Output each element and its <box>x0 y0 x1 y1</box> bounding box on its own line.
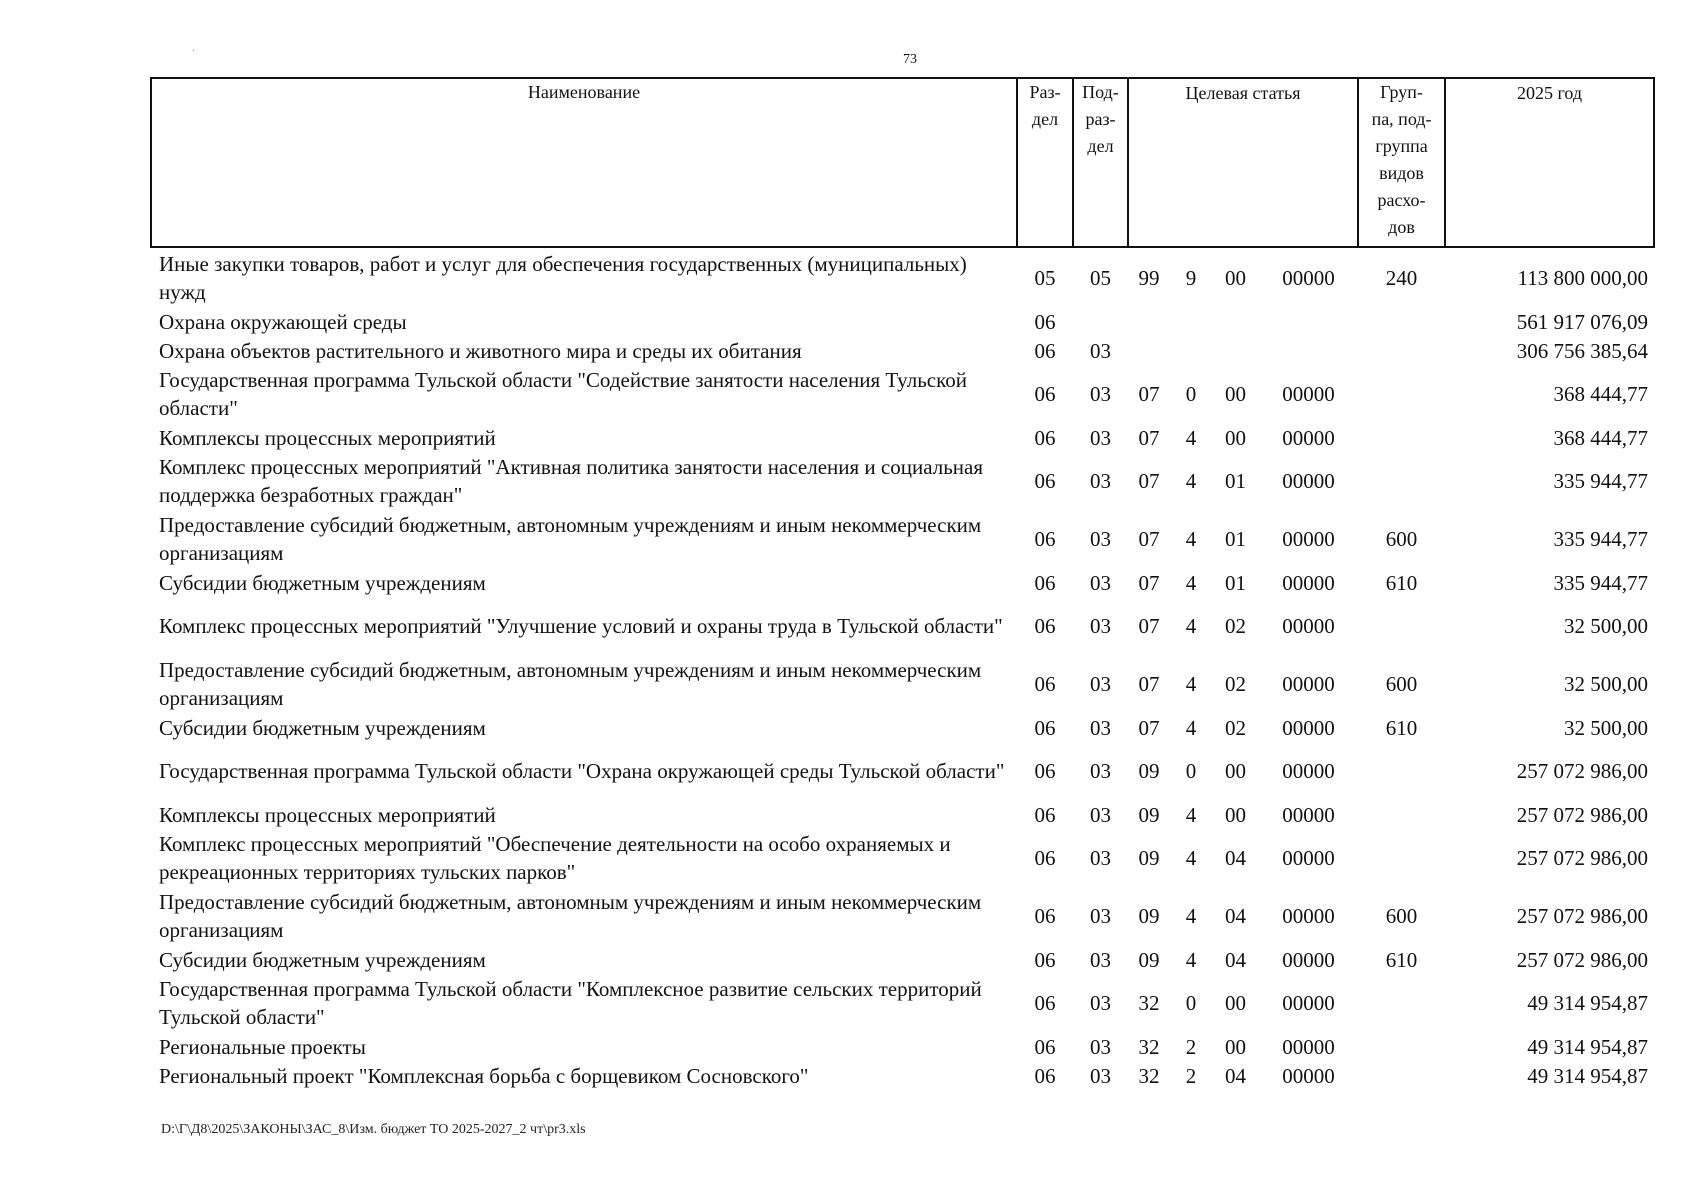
table-row <box>151 510 1654 568</box>
row-amount: 32 500,00 <box>1564 715 1649 740</box>
scan-dot: · <box>192 46 196 57</box>
row-section: 06 <box>1034 338 1056 363</box>
header-name-text: Наименование <box>527 82 641 102</box>
row-name: Комплекс процессных мероприятий "Улучшение условий и охраны труда в Тульской области" <box>159 614 1003 638</box>
row-amount: 257 072 986,00 <box>1516 904 1649 928</box>
row-target-element: 01 <box>1225 469 1246 493</box>
row-amount: 335 944,77 <box>1553 469 1649 493</box>
header-target <box>1128 78 1358 247</box>
row-subsection: 03 <box>1090 338 1111 363</box>
row-target-type: 0 <box>1185 991 1197 1015</box>
row-target-type: 4 <box>1185 947 1197 972</box>
row-target-element: 04 <box>1225 947 1246 972</box>
row-name: Региональный проект "Комплексная борьба с борщевиком Сосновского" <box>159 1063 809 1088</box>
table-row <box>151 800 1654 829</box>
row-target-type: 2 <box>1185 1063 1197 1088</box>
row-section: 06 <box>1034 759 1056 783</box>
row-amount: 257 072 986,00 <box>1516 947 1649 972</box>
row-target-type: 9 <box>1185 266 1197 290</box>
row-amount: 368 444,77 <box>1553 382 1649 406</box>
row-expense-group <box>1358 423 1445 452</box>
row-target-element: 00 <box>1225 802 1246 827</box>
row-name: Предоставление субсидий бюджетным, автономным учреждениям и иным некоммерческим организациям <box>159 513 982 565</box>
row-name: Государственная программа Тульской области "Содействие занятости населения Тульской области" <box>159 368 967 420</box>
row-section: 06 <box>1034 715 1056 740</box>
row-target-type: 4 <box>1185 570 1197 595</box>
row-amount: 49 314 954,87 <box>1527 1063 1649 1088</box>
row-subsection: 03 <box>1090 570 1111 595</box>
row-target-type: 4 <box>1185 715 1197 740</box>
row-amount: 32 500,00 <box>1564 614 1649 638</box>
row-target-type: 4 <box>1185 802 1197 827</box>
row-section: 06 <box>1034 309 1056 334</box>
row-target-program: 07 <box>1138 527 1160 551</box>
header-section-text: Раз- дел <box>1029 82 1061 129</box>
row-target-direction: 00000 <box>1282 527 1335 551</box>
row-expense-group: 600 <box>1385 904 1418 928</box>
budget-table <box>150 77 1655 1090</box>
row-name: Иные закупки товаров, работ и услуг для обеспечения государственных (муниципальных) нужд <box>159 252 967 304</box>
row-target-program: 32 <box>1138 1063 1160 1088</box>
row-target-program: 07 <box>1138 570 1160 595</box>
row-target-element: 00 <box>1225 425 1246 450</box>
header-year-text: 2025 год <box>1516 83 1583 103</box>
row-name: Предоставление субсидий бюджетным, автономным учреждениям и иным некоммерческим организациям <box>159 890 982 942</box>
table-row <box>151 829 1654 887</box>
row-name: Охрана окружающей среды <box>159 309 407 334</box>
row-target-element: 00 <box>1225 382 1246 406</box>
row-target-direction: 00000 <box>1282 570 1335 595</box>
row-target-program: 07 <box>1138 715 1160 740</box>
row-amount: 49 314 954,87 <box>1527 1034 1649 1059</box>
row-section: 06 <box>1034 382 1056 406</box>
header-section <box>1017 78 1073 247</box>
row-target-type: 4 <box>1185 527 1197 551</box>
row-expense-group <box>1358 1061 1445 1090</box>
row-subsection: 03 <box>1090 802 1111 827</box>
table-row <box>151 597 1654 655</box>
row-subsection: 03 <box>1090 904 1111 928</box>
row-section: 06 <box>1034 904 1056 928</box>
row-target-direction: 00000 <box>1282 425 1335 450</box>
table-row <box>151 568 1654 597</box>
table-row <box>151 1032 1654 1061</box>
row-section: 06 <box>1034 614 1056 638</box>
header-subsection <box>1073 78 1128 247</box>
row-target-element: 02 <box>1225 672 1246 696</box>
row-target-type <box>1170 307 1212 336</box>
row-amount: 113 800 000,00 <box>1517 266 1649 290</box>
row-target-element: 01 <box>1225 570 1246 595</box>
row-target-direction: 00000 <box>1282 802 1335 827</box>
row-section: 06 <box>1034 527 1056 551</box>
row-section: 06 <box>1034 425 1056 450</box>
row-expense-group <box>1358 597 1445 655</box>
table-row <box>151 452 1654 510</box>
row-subsection: 03 <box>1090 1063 1111 1088</box>
row-section: 06 <box>1034 469 1056 493</box>
row-target-direction: 00000 <box>1282 846 1335 870</box>
row-section: 06 <box>1034 1063 1056 1088</box>
footer-file-path: D:\Г\Д8\2025\ЗАКОНЫ\ЗАС_8\Изм. бюджет ТО 2025-2027_2 чт\pr3.xls <box>161 1122 586 1137</box>
row-subsection: 03 <box>1090 846 1111 870</box>
row-subsection: 03 <box>1090 715 1111 740</box>
row-target-program: 07 <box>1138 382 1160 406</box>
row-target-element: 02 <box>1225 614 1246 638</box>
row-target-direction: 00000 <box>1282 715 1335 740</box>
row-name: Предоставление субсидий бюджетным, автономным учреждениям и иным некоммерческим организациям <box>159 658 982 710</box>
table-row <box>151 742 1654 800</box>
row-target-element: 04 <box>1225 904 1246 928</box>
row-section: 06 <box>1034 1034 1056 1059</box>
row-expense-group <box>1358 800 1445 829</box>
row-target-element: 00 <box>1225 759 1246 783</box>
row-expense-group <box>1358 336 1445 365</box>
row-subsection: 03 <box>1090 425 1111 450</box>
row-amount: 32 500,00 <box>1564 672 1649 696</box>
header-target-text: Целевая статья <box>1185 83 1301 103</box>
row-expense-group <box>1358 829 1445 887</box>
table-row <box>151 655 1654 713</box>
row-target-element: 01 <box>1225 527 1246 551</box>
row-target-direction: 00000 <box>1282 469 1335 493</box>
row-name: Комплексы процессных мероприятий <box>159 802 496 827</box>
row-name: Государственная программа Тульской области "Комплексное развитие сельских территорий Тульской области" <box>159 977 982 1029</box>
row-target-program: 09 <box>1138 947 1160 972</box>
row-subsection: 03 <box>1090 527 1111 551</box>
row-expense-group <box>1358 307 1445 336</box>
table-body <box>151 247 1654 1090</box>
row-name: Комплекс процессных мероприятий "Активная политика занятости населения и социальная поддержка безработных граждан" <box>159 455 983 507</box>
row-target-element: 02 <box>1225 715 1246 740</box>
row-section: 06 <box>1034 570 1056 595</box>
row-name: Комплексы процессных мероприятий <box>159 425 496 450</box>
row-expense-group <box>1358 365 1445 423</box>
row-target-direction: 00000 <box>1282 1034 1335 1059</box>
row-expense-group: 610 <box>1385 947 1418 972</box>
row-amount: 257 072 986,00 <box>1516 759 1649 783</box>
row-target-program: 99 <box>1138 266 1160 290</box>
row-subsection: 03 <box>1090 1034 1111 1059</box>
table-row <box>151 945 1654 974</box>
row-subsection: 03 <box>1090 759 1111 783</box>
row-subsection: 03 <box>1090 672 1111 696</box>
row-name: Охрана объектов растительного и животного мира и среды их обитания <box>159 338 802 363</box>
row-name: Субсидии бюджетным учреждениям <box>159 947 486 972</box>
row-target-type <box>1170 336 1212 365</box>
header-name <box>151 78 1017 247</box>
row-subsection: 03 <box>1090 991 1111 1015</box>
row-expense-group <box>1358 974 1445 1032</box>
row-target-program: 09 <box>1138 904 1160 928</box>
row-target-program: 07 <box>1138 614 1160 638</box>
row-expense-group <box>1358 1032 1445 1061</box>
row-target-element: 04 <box>1225 1063 1246 1088</box>
row-target-element: 00 <box>1225 991 1246 1015</box>
row-section: 06 <box>1034 802 1056 827</box>
row-target-program: 07 <box>1138 425 1160 450</box>
row-target-direction: 00000 <box>1282 266 1335 290</box>
row-expense-group <box>1358 452 1445 510</box>
row-target-direction: 00000 <box>1282 614 1335 638</box>
row-amount: 257 072 986,00 <box>1516 802 1649 827</box>
row-section: 06 <box>1034 947 1056 972</box>
table-row <box>151 365 1654 423</box>
row-subsection: 03 <box>1090 614 1111 638</box>
row-target-program <box>1128 307 1170 336</box>
table-row <box>151 307 1654 336</box>
row-amount: 49 314 954,87 <box>1527 991 1649 1015</box>
row-target-program: 07 <box>1138 469 1160 493</box>
row-target-direction <box>1259 307 1358 336</box>
table-row <box>151 713 1654 742</box>
row-section: 05 <box>1034 266 1056 290</box>
row-expense-group: 600 <box>1385 672 1418 696</box>
row-target-program: 09 <box>1138 759 1160 783</box>
row-target-direction: 00000 <box>1282 904 1335 928</box>
header-subsection-text: Под- раз- дел <box>1082 82 1119 156</box>
row-expense-group: 600 <box>1385 527 1418 551</box>
row-target-type: 4 <box>1185 425 1197 450</box>
row-target-direction <box>1259 336 1358 365</box>
row-expense-group: 240 <box>1385 266 1418 290</box>
row-target-element: 04 <box>1225 846 1246 870</box>
row-subsection: 03 <box>1090 469 1111 493</box>
row-expense-group <box>1358 742 1445 800</box>
row-amount: 335 944,77 <box>1553 570 1649 595</box>
row-subsection <box>1073 307 1128 336</box>
row-target-direction: 00000 <box>1282 672 1335 696</box>
row-target-program: 09 <box>1138 846 1160 870</box>
row-target-direction: 00000 <box>1282 382 1335 406</box>
row-target-program <box>1128 336 1170 365</box>
row-amount: 368 444,77 <box>1553 425 1649 450</box>
header-group-text: Груп- па, под- группа видов расхо- дов <box>1371 82 1432 237</box>
row-target-direction: 00000 <box>1282 947 1335 972</box>
row-target-direction: 00000 <box>1282 759 1335 783</box>
row-target-type: 2 <box>1185 1034 1197 1059</box>
table-row <box>151 247 1654 307</box>
table-row <box>151 974 1654 1032</box>
row-target-element: 00 <box>1225 1034 1246 1059</box>
row-expense-group: 610 <box>1385 570 1418 595</box>
row-subsection: 03 <box>1090 382 1111 406</box>
row-name: Государственная программа Тульской области "Охрана окружающей среды Тульской области" <box>159 759 1005 783</box>
row-section: 06 <box>1034 672 1056 696</box>
row-section: 06 <box>1034 846 1056 870</box>
row-target-type: 4 <box>1185 614 1197 638</box>
row-name: Региональные проекты <box>159 1034 366 1059</box>
table-row <box>151 423 1654 452</box>
row-section: 06 <box>1034 991 1056 1015</box>
row-name: Комплекс процессных мероприятий "Обеспечение деятельности на особо охраняемых и рекреационных территориях тульских парков" <box>159 832 951 884</box>
row-target-type: 4 <box>1185 672 1197 696</box>
row-target-element <box>1212 307 1259 336</box>
row-target-direction: 00000 <box>1282 991 1335 1015</box>
row-expense-group: 610 <box>1385 715 1418 740</box>
row-target-type: 4 <box>1185 904 1197 928</box>
page-number: 73 <box>903 52 917 67</box>
row-target-type: 4 <box>1185 846 1197 870</box>
row-target-program: 09 <box>1138 802 1160 827</box>
header-year <box>1445 78 1654 247</box>
row-subsection: 05 <box>1090 266 1111 290</box>
table-header-row <box>151 78 1654 247</box>
row-target-program: 07 <box>1138 672 1160 696</box>
row-target-type: 0 <box>1185 382 1197 406</box>
table-row <box>151 336 1654 365</box>
table-row <box>151 1061 1654 1090</box>
row-name: Субсидии бюджетным учреждениям <box>159 570 486 595</box>
row-amount: 306 756 385,64 <box>1516 338 1649 363</box>
row-subsection: 03 <box>1090 947 1111 972</box>
row-target-direction: 00000 <box>1282 1063 1335 1088</box>
row-target-element <box>1212 336 1259 365</box>
row-target-program: 32 <box>1138 991 1160 1015</box>
row-target-type: 0 <box>1185 759 1197 783</box>
row-target-program: 32 <box>1138 1034 1160 1059</box>
header-group <box>1358 78 1445 247</box>
row-amount: 335 944,77 <box>1553 527 1649 551</box>
row-name: Субсидии бюджетным учреждениям <box>159 715 486 740</box>
row-amount: 561 917 076,09 <box>1516 309 1649 334</box>
table-row <box>151 887 1654 945</box>
row-target-element: 00 <box>1225 266 1246 290</box>
row-target-type: 4 <box>1185 469 1197 493</box>
row-amount: 257 072 986,00 <box>1516 846 1649 870</box>
